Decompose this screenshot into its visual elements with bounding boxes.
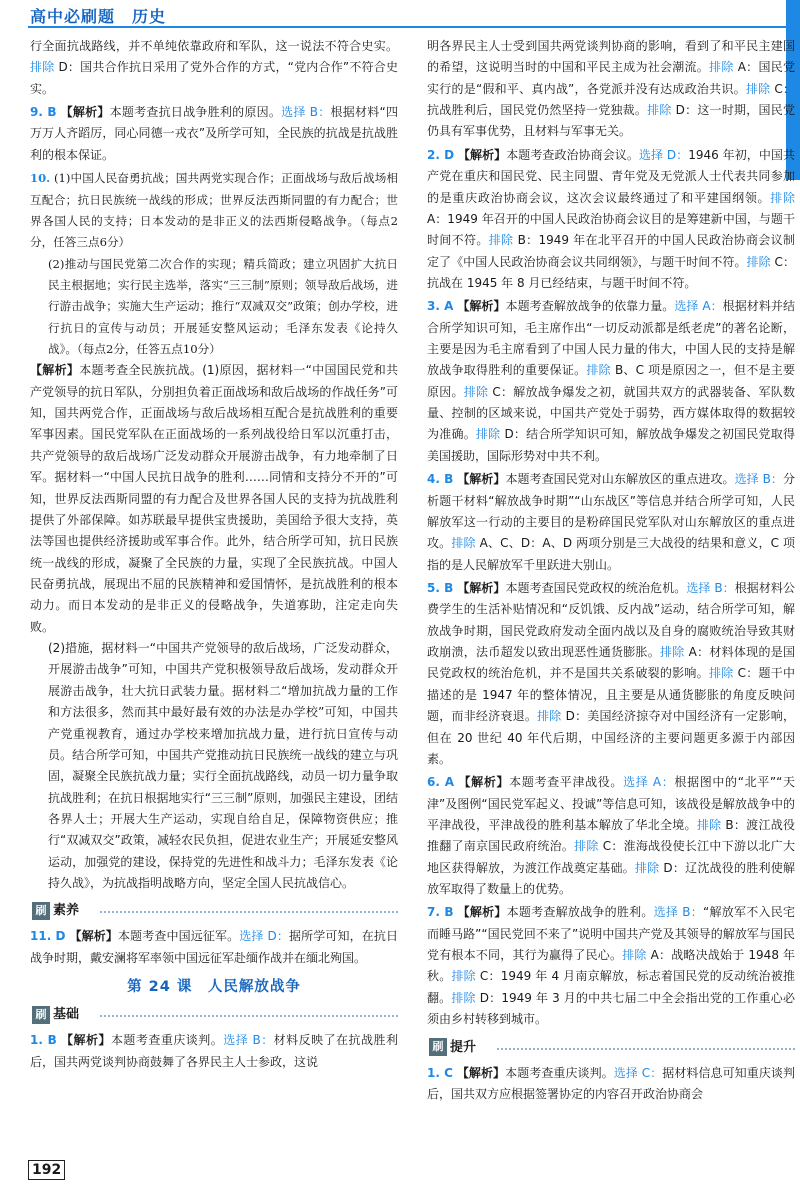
page-number: 192 [28,1160,65,1180]
answer-3: 3. A 【解析】本题考查解放战争的依靠力量。选择 A：根据材料并结合所学知识可知，毛主席作出“一切反动派都是纸老虎”的著名论断，主要是因为毛主席看到了中国人民力量的伟大，中国人民的支持是解放战争取得胜利的重要保证。排除 B、C 项是原因之一，但不是主要原因。排除 C：解放战争爆发之初，就国共双方的武器装备、军队数量、控制的区域来说，中国共产党处于弱势，西方媒体取得的数据较为准确。排除 D：结合所学知识可知，解放战争爆发之初国民党取得美国援助，国际形势对中共不利。 [427,299,795,463]
header-rule [28,26,786,28]
lesson-title: 第 24 课 人民解放战争 [127,979,301,996]
brush-icon: 刷 [32,902,50,920]
continued-answer: 行全面抗战路线，并不单纯依靠政府和军队，这一说法不符合史实。排除 D：国共合作抗日采用了党外合作的方式，“党内合作”不符合史实。 [30,39,398,96]
answer-10: 10. (1)中国人民奋勇抗战；国共两党实现合作；正面战场与敌后战场相互配合；抗日民族统一战线的形成；世界反法西斯同盟的有力配合；世界各国人民的支持；日本发动的是非正义的法西斯侵略战争。（每点2分，任答三点6分） (2)推动与国民党第二次合作的实现；精兵简政；建立巩固扩大抗日民主根据地；实行民主选举，落实“三三制”原则；领导敌后战场，进行游击战争；实施大生产运动；推行“双减双交”政策；创办学校，进行抗日的宣传与动员；开展延安整风运动；毛泽东发表《论持久战》。（每点2分，任答五点10分） 【解析】本题考查全民族抗战。(1)原因，据材料一“中国国民党和共产党领导的抗日军队，分别担负着正面战场和敌后战场的作战任务”可知，国共两党合作，正面战场与敌后战场相互配合是抗战胜利的重要军事因素。国民党军队在正面战场的一系列战役给日军以沉重打击，共产党领导的敌后战场广泛发动群众开展游击战争，有力地牵制了日军。据材料一“中国人民抗日战争的胜利……同情和支持分不开的”可知，世界反法西斯同盟的有力配合及世界各国人民的支持为抗战胜利提供了外部保障。如苏联最早提供宝贵援助，美国给予很大支持，英法等国也提供经济援助或军事合作。此外，结合所学可知，抗日民族统一战线的形成，凝聚了全民族的力量，实现了全民族抗战。中国人民奋勇抗战，展现出不屈的民族精神和爱国情怀，是抗战胜利的根本动力。而日本发动的是非正义的侵略战争，失道寡助，注定走向失败。 (2)措施，据材料一“中国共产党领导的敌后战场，广泛发动群众，开展游击战争”可知，中国共产党积极领导敌后战场，发动群众开展游击战争，壮大抗日武装力量。据材料二“增加抗战力量的工作和方法很多，然而其中最好最有效的办法是办学校”可知，中国共产党重视教育，通过办学校来增加抗战力量，进行抗日宣传与动员。结合所学可知，中国共产党推动抗日民族统一战线的建立与巩固，凝聚全民族抗战力量；实行全面抗战路线，动员一切力量争取抗战胜利；在抗日根据地实行“三三制”原则，加强民主建设，团结各界人士；开展大生产运动，实现自给自足，保障物资供应；推行“双减双交”政策，减轻农民负担，促进农业生产；开展延安整风运动，加强党的建设，保持党的先进性和战斗力；毛泽东发表《论持久战》，为抗战指明战略方向，坚定全国人民抗战信心。 [30,171,398,891]
answer-6: 6. A 【解析】本题考查平津战役。选择 A：根据图中的“北平”“天津”及图例“国民党军起义、投诚”等信息可知，该战役是解放战争中的平津战役，平津战役的胜利基本解放了华北全境。排除 B：渡江战役推翻了南京国民政府统治。排除 C：淮海战役使长江中下游以北广大地区获得解放，为渡江作战奠定基础。排除 D：辽沈战役的胜利使解放军取得了数量上的优势。 [427,775,795,897]
section-jichu: 刷 基础 [30,1004,398,1026]
answer-1-basic: 1. B 【解析】本题考查重庆谈判。选择 B：材料反映了在抗战胜利后，国共两党谈判协商鼓舞了各界民主人士参政，这说 [30,1033,398,1069]
brush-icon: 刷 [32,1006,50,1024]
answer-5: 5. B 【解析】本题考查国民党政权的统治危机。选择 B：根据材料公费学生的生活补贴情况和“反饥饿、反内战”运动，结合所学可知，解放战争时期，国民党政府发动全面内战以及自身的腐败统治导致其财政崩溃，法币超发以致出现恶性通货膨胀。排除 A：材料体现的是国民党政权的统治危机，并不是国共关系破裂的影响。排除 C：题干中描述的是 1947 年的整体情况，且主要是从通货膨胀的角度反映问题，而非经济衰退。排除 D：美国经济掠夺对中国经济有一定影响，但在 20 世纪 40 年代后期，中国经济的主要问题更多源于内部因素。 [427,580,795,766]
continued-answer-1: 明各界民主人士受到国共两党谈判协商的影响，看到了和平民主建国的希望，这说明当时的中国和平民主成为社会潮流。排除 A：国民党实行的是“假和平、真内战”，各党派并没有达成政治共识。排除 C：抗战胜利后，国民党仍然坚持一党独裁。排除 D：这一时期，国民党仍具有军事优势，且材料与军事无关。 [427,39,795,139]
answer-1-advanced: 1. C 【解析】本题考查重庆谈判。选择 C：据材料信息可知重庆谈判后，国共双方应根据签署协定的内容召开政治协商会 [427,1065,795,1101]
answer-4: 4. B 【解析】本题考查国民党对山东解放区的重点进攻。选择 B：分析题干材料“解放战争时期”“山东战区”等信息并结合所学可知，人民解放军这一行动的主要目的是粉碎国民党军队对山东解放区的重点进攻。排除 A、C、D：A、D 两项分别是三大战役的结果和意义，C 项指的是人民解放军千里跃进大别山。 [427,472,795,572]
section-suyang: 刷 素养 [30,900,398,922]
answer-2: 2. D 【解析】本题考查政治协商会议。选择 D：1946 年初，中国共产党在重庆和国民党、民主同盟、青年党及无党派人士代表共同参加的是重庆政治协商会议，这次会议最终通过了和平建国纲领。排除 A：1949 年召开的中国人民政治协商会议目的是筹建新中国，与题干时间不符。排除 B：1949 年在北平召开的中国人民政治协商会议制定了《中国人民政治协商会议共同纲领》，与题干时间不符。排除 C：抗战在 1945 年 8 月已经结束，与题干时间不符。 [427,147,795,290]
right-column [427,36,795,1107]
brush-icon: 刷 [429,1038,447,1056]
answer-9: 9. B 【解析】本题考查抗日战争胜利的原因。选择 B：根据材料“四万万人齐蹈厉，同心同德一戎衣”及所学可知，全民族的抗战是抗战胜利的根本保证。 [30,105,398,162]
left-column [30,36,398,1075]
section-tisheng: 刷 提升 [427,1037,795,1059]
page-header [0,0,800,26]
answer-11: 11. D 【解析】本题考查中国远征军。选择 D：据所学可知，在抗日战争时期，戴安澜将军率领中国远征军赴缅作战并在缅北殉国。 [30,929,398,965]
answer-7: 7. B 【解析】本题考查解放战争的胜利。选择 B：“解放军不入民宅而睡马路”“国民党回不来了”说明中国共产党及其领导的解放军与国民党有根本不同，其行为赢得了民心。排除 A：战略决战始于 1948 年秋。排除 C：1949 年 4 月南京解放，标志着国民党的反动统治被推翻。排除 D：1949 年 3 月的中共七届二中全会指出党的工作重心必须由乡村转移到城市。 [427,905,795,1027]
book-title: 高中必刷题 历史 [30,7,167,26]
